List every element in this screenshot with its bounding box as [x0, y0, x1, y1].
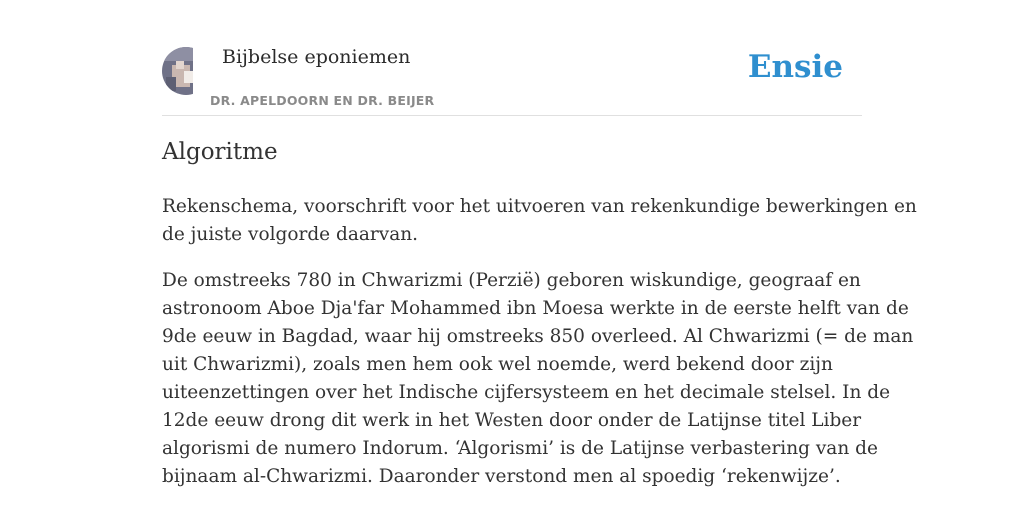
text-line: 12de eeuw drong dit werk in het Westen door onder de Latijnse titel Liber: [162, 410, 862, 431]
cover-mask: [193, 45, 213, 97]
text-line: algorismi de numero Indorum. ‘Algorismi’ is de Latijnse verbastering van de: [162, 438, 878, 459]
book-authors[interactable]: DR. APELDOORN EN DR. BEIJER: [210, 93, 435, 108]
text-line: De omstreeks 780 in Chwarizmi (Perzië) geboren wiskundige, geograaf en: [162, 270, 861, 291]
text-line: bijnaam al-Chwarizmi. Daaronder verstond men al spoedig ‘rekenwijze’.: [162, 466, 841, 487]
entry-body: [162, 193, 917, 509]
text-line: uiteenzettingen over het Indische cijfersysteem en het decimale stelsel. In de: [162, 382, 891, 403]
header-divider: [162, 115, 862, 116]
paragraph-definition: [162, 193, 917, 249]
text-line: de juiste volgorde daarvan.: [162, 224, 419, 245]
text-line: astronoom Aboe Dja'far Mohammed ibn Moesa werkte in de eerste helft van de: [162, 298, 909, 319]
text-line: 9de eeuw in Bagdad, waar hij omstreeks 850 overleed. Al Chwarizmi (= de man: [162, 326, 914, 347]
ensie-logo[interactable]: Ensie: [747, 49, 843, 85]
text-line: uit Chwarizmi), zoals men hem ook wel noemde, werd bekend door zijn: [162, 354, 833, 375]
text-line: Rekenschema, voorschrift voor het uitvoeren van rekenkundige bewerkingen en: [162, 196, 917, 217]
entry-title: Algoritme: [162, 139, 278, 165]
book-title[interactable]: Bijbelse eponiemen: [222, 46, 411, 68]
paragraph-history: [162, 267, 914, 491]
